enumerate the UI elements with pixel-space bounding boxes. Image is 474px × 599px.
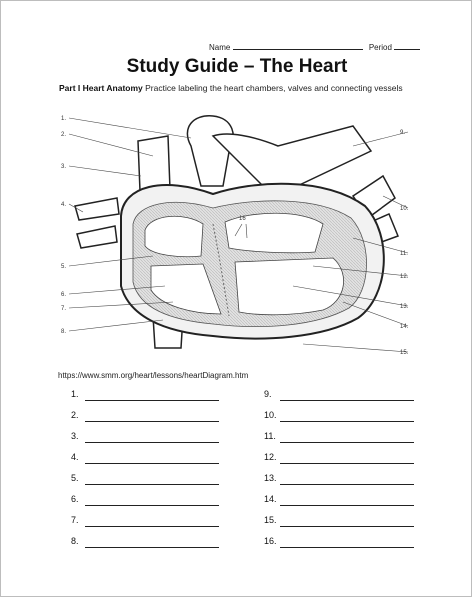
diagram-label-7: 7. (61, 306, 67, 312)
diagram-label-2: 2. (61, 132, 67, 138)
diagram-label-1: 1. (61, 116, 67, 122)
name-period-line (209, 41, 420, 52)
answer-item[interactable]: 8. (71, 536, 79, 546)
diagram-label-5: 5. (61, 264, 67, 270)
diagram-label-11: 11. (400, 251, 408, 257)
diagram-label-10: 10. (400, 206, 409, 212)
diagram-label-3: 3. (61, 164, 67, 170)
source-url[interactable]: https://www.smm.org/heart/lessons/heartDiagram.htm (58, 371, 249, 380)
answer-item[interactable]: 14. (264, 494, 277, 504)
answer-item[interactable]: 13. (264, 473, 277, 483)
left-ventricle (235, 258, 344, 315)
answer-item[interactable]: 9. (264, 389, 272, 399)
answer-item[interactable]: 11. (264, 431, 276, 441)
right-atrium (145, 216, 203, 256)
answer-item[interactable]: 16. (264, 536, 277, 546)
name-label: Name (209, 43, 231, 52)
diagram-label-9: 9. (400, 130, 406, 136)
heart-diagram (53, 106, 423, 366)
answer-item[interactable]: 2. (71, 410, 79, 420)
part-heading-line (59, 83, 403, 93)
diagram-label-14: 14. (400, 324, 409, 330)
answer-item[interactable]: 6. (71, 494, 79, 504)
answer-item[interactable]: 4. (71, 452, 79, 462)
name-blank (233, 41, 363, 50)
answer-item[interactable]: 10. (264, 410, 277, 420)
page-title: Study Guide – The Heart (126, 56, 348, 77)
answer-item[interactable]: 1. (71, 389, 79, 399)
period-label: Period (368, 43, 392, 52)
answer-item[interactable]: 3. (71, 431, 79, 441)
answer-item[interactable]: 12. (264, 452, 277, 462)
diagram-label-8: 8. (61, 329, 67, 335)
diagram-label-13: 13. (400, 304, 409, 310)
answer-item[interactable]: 7. (71, 515, 79, 525)
diagram-label-15: 15. (400, 350, 409, 356)
diagram-label-16: 16 (239, 216, 246, 222)
diagram-label-4: 4. (61, 202, 67, 208)
diagram-label-6: 6. (61, 292, 67, 298)
part-heading: Part I Heart Anatomy (59, 83, 143, 93)
diagram-label-12: 12. (400, 274, 409, 280)
answer-item[interactable]: 15. (264, 515, 277, 525)
answer-item[interactable]: 5. (71, 473, 79, 483)
part-instruction: Practice labeling the heart chambers, valves and connecting vessels (145, 83, 403, 93)
period-blank (394, 41, 420, 50)
